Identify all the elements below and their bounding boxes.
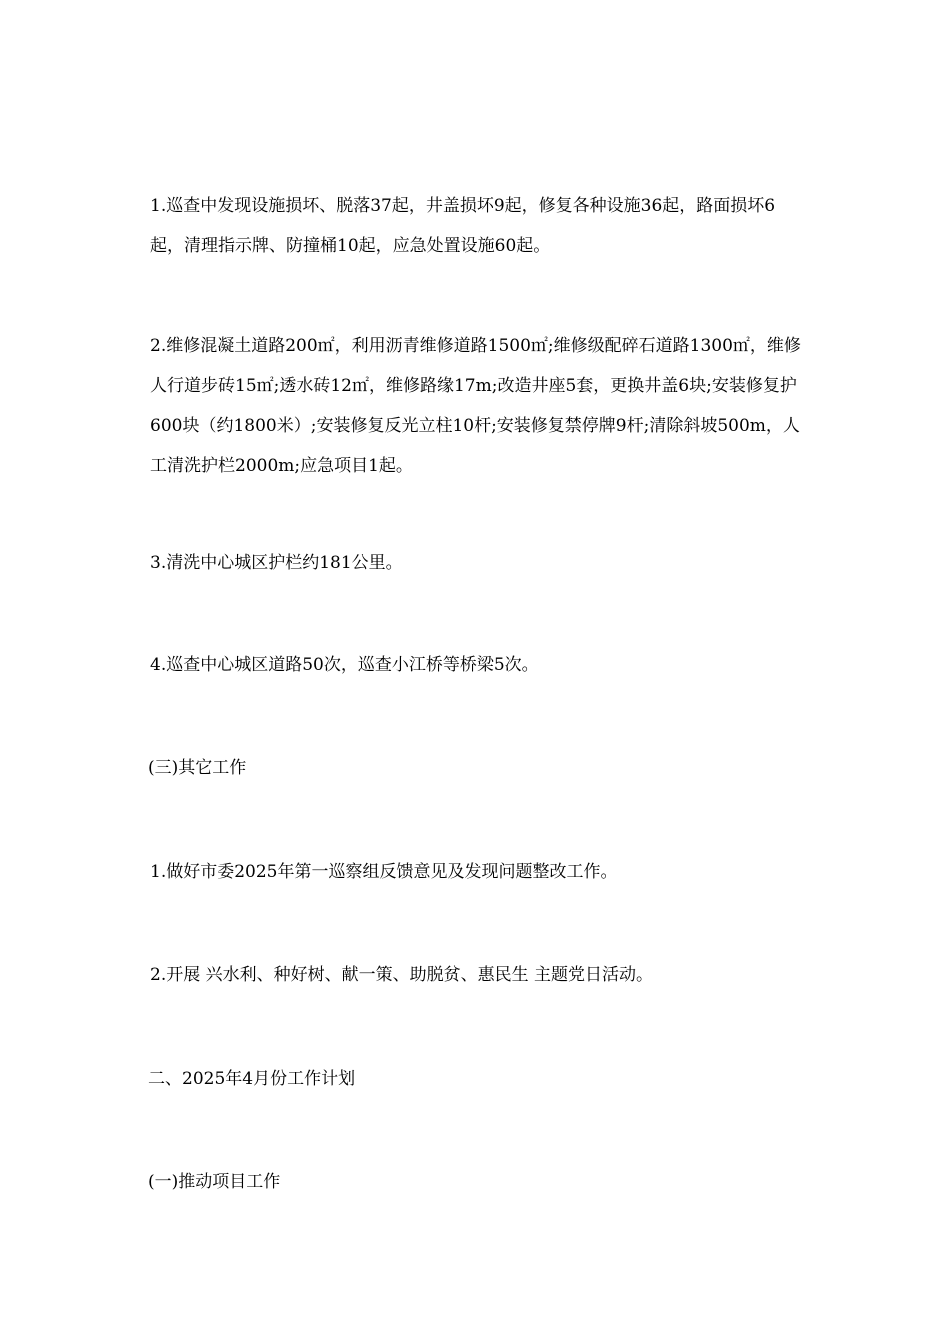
paragraph-party-day-activity: 2.开展 兴水利、种好树、献一策、助脱贫、惠民生 主题党日活动。 xyxy=(150,965,654,985)
paragraph-road-inspection: 4.巡查中心城区道路50次，巡查小江桥等桥梁5次。 xyxy=(150,655,539,675)
section-heading-other-work: (三)其它工作 xyxy=(148,758,247,778)
paragraph-guardrail-cleaning: 3.清洗中心城区护栏约181公里。 xyxy=(150,553,403,573)
section-heading-april-plan: 二、2025年4月份工作计划 xyxy=(148,1069,356,1089)
paragraph-road-maintenance: 2.维修混凝土道路200㎡，利用沥青维修道路1500㎡;维修级配碎石道路1300㎡，维修人行道步砖15㎡;透水砖12㎡，维修路缘17m;改造井座5套，更换井盖6块;安装修复护600块（约1800米）;安装修复反光立柱10杆;安装修复禁停牌9杆;清除斜坡500m，人工清洗护栏2000m;应急项目1起。 xyxy=(150,336,801,476)
paragraph-rectification-work: 1.做好市委2025年第一巡察组反馈意见及发现问题整改工作。 xyxy=(150,862,618,882)
paragraph-inspection-findings: 1.巡查中发现设施损坏、脱落37起，井盖损坏9起，修复各种设施36起，路面损坏6起，清理指示牌、防撞桶10起，应急处置设施60起。 xyxy=(150,196,776,256)
section-heading-promote-projects: (一)推动项目工作 xyxy=(148,1172,281,1192)
